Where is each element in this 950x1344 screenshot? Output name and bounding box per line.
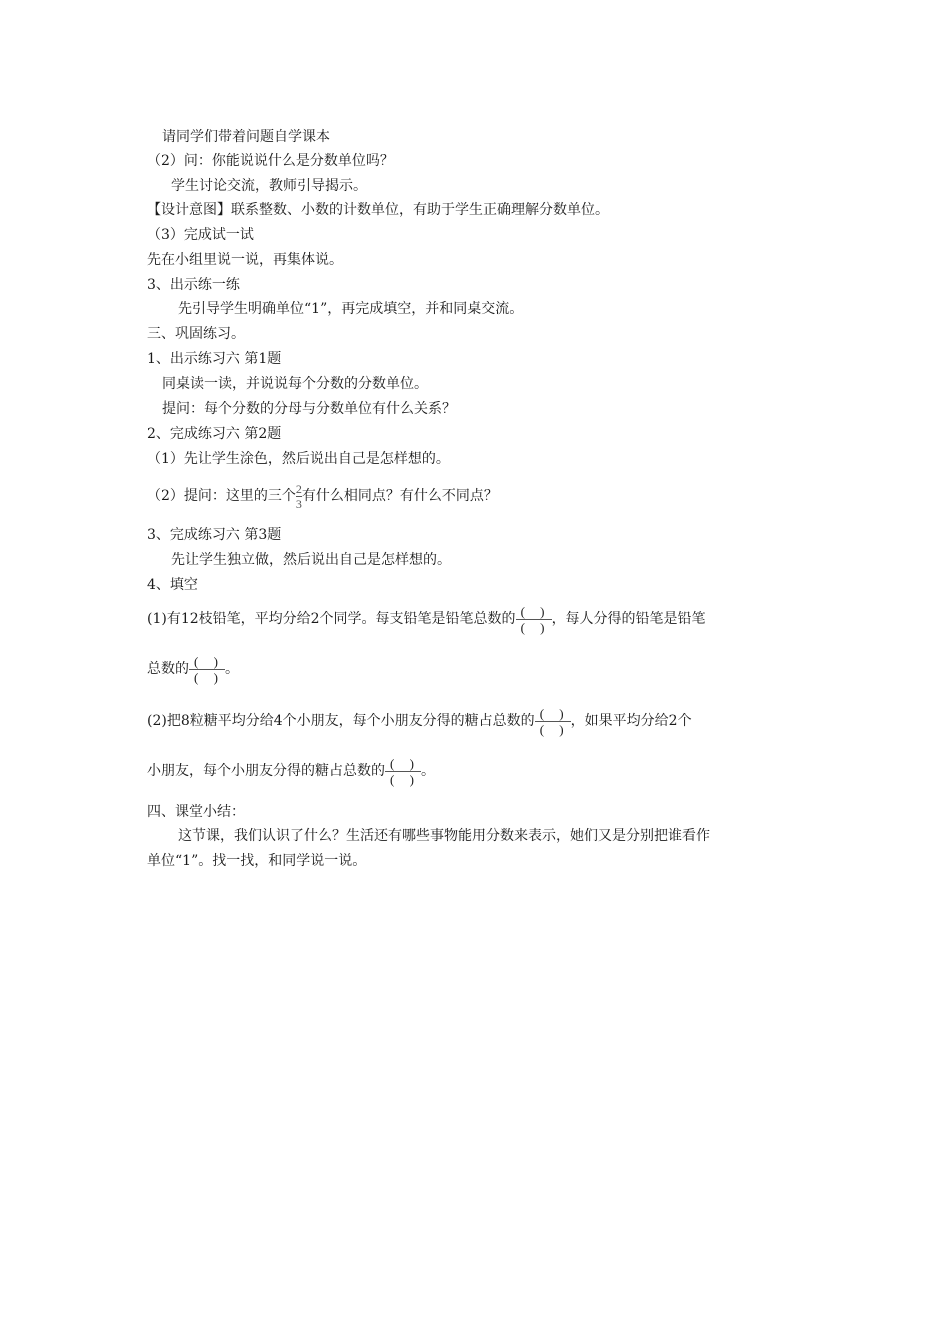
section-heading: 四、课堂小结：	[147, 804, 245, 820]
text-line: （2）问：你能说说什么是分数单位吗？	[147, 153, 394, 169]
text-line: 先引导学生明确单位“1”，再完成填空，并和同桌交流。	[178, 301, 524, 317]
blank-denominator: ( )	[390, 771, 420, 787]
blank-fraction[interactable]	[535, 707, 571, 736]
blank-denominator: ( )	[520, 619, 551, 635]
text-line: 先在小组里说一说，再集体说。	[147, 252, 343, 268]
fill-text: 。	[225, 661, 239, 677]
fill-blank-2-line1	[147, 700, 692, 742]
question-text: 有什么相同点？有什么不同点？	[301, 488, 498, 504]
fill-text: ，每人分得的铅笔是铅笔	[551, 611, 706, 627]
design-intent-line: 【设计意图】联系整数、小数的计数单位，有助于学生正确理解分数单位。	[147, 202, 609, 218]
section-heading: 2、完成练习六 第2题	[147, 426, 282, 442]
blank-fraction[interactable]	[516, 605, 552, 634]
fill-text: ，如果平均分给2个	[570, 713, 692, 729]
fill-text: (2)把8粒糖平均分给4个小朋友，每个小朋友分得的糖占总数的	[147, 713, 535, 729]
blank-fraction[interactable]	[189, 655, 225, 684]
fill-blank-1-line1	[147, 598, 706, 640]
blank-numerator: ( )	[539, 705, 570, 721]
text-line: 学生讨论交流，教师引导揭示。	[171, 178, 367, 194]
fraction-numerator: 2	[295, 481, 302, 496]
section-heading: 1、出示练习六 第1题	[147, 351, 282, 367]
question-text: （2）提问：这里的三个	[147, 488, 296, 504]
section-heading: 4、填空	[147, 577, 198, 593]
fraction-question-line	[147, 476, 498, 516]
summary-text: 单位“1”。找一找，和同学说一说。	[147, 853, 367, 869]
summary-text: 这节课，我们认识了什么？生活还有哪些事物能用分数来表示，她们又是分别把谁看作	[178, 828, 710, 844]
blank-fraction[interactable]	[385, 757, 421, 786]
fill-blank-1-line2	[147, 648, 239, 690]
blank-denominator: ( )	[539, 721, 570, 737]
text-line: （3）完成试一试	[147, 227, 254, 243]
text-line: 提问：每个分数的分母与分数单位有什么关系？	[162, 401, 456, 417]
fill-text: (1)有12枝铅笔，平均分给2个同学。每支铅笔是铅笔总数的	[147, 611, 516, 627]
blank-numerator: ( )	[390, 755, 420, 771]
section-heading: 3、出示练一练	[147, 277, 240, 293]
fraction-denominator: 3	[295, 496, 302, 511]
section-heading: 3、完成练习六 第3题	[147, 527, 282, 543]
blank-denominator: ( )	[194, 669, 224, 685]
fill-text: 总数的	[147, 661, 189, 677]
blank-numerator: ( )	[520, 603, 551, 619]
fill-text: 小朋友，每个小朋友分得的糖占总数的	[147, 763, 385, 779]
text-line: 先让学生独立做，然后说出自己是怎样想的。	[171, 552, 451, 568]
fill-blank-2-line2	[147, 750, 435, 792]
text-line: 同桌读一读，并说说每个分数的分数单位。	[162, 376, 428, 392]
fill-text: 。	[421, 763, 435, 779]
text-line: 请同学们带着问题自学课本	[162, 129, 330, 145]
section-heading: 三、巩固练习。	[147, 326, 245, 342]
blank-numerator: ( )	[194, 653, 224, 669]
text-line: （1）先让学生涂色，然后说出自己是怎样想的。	[147, 451, 450, 467]
